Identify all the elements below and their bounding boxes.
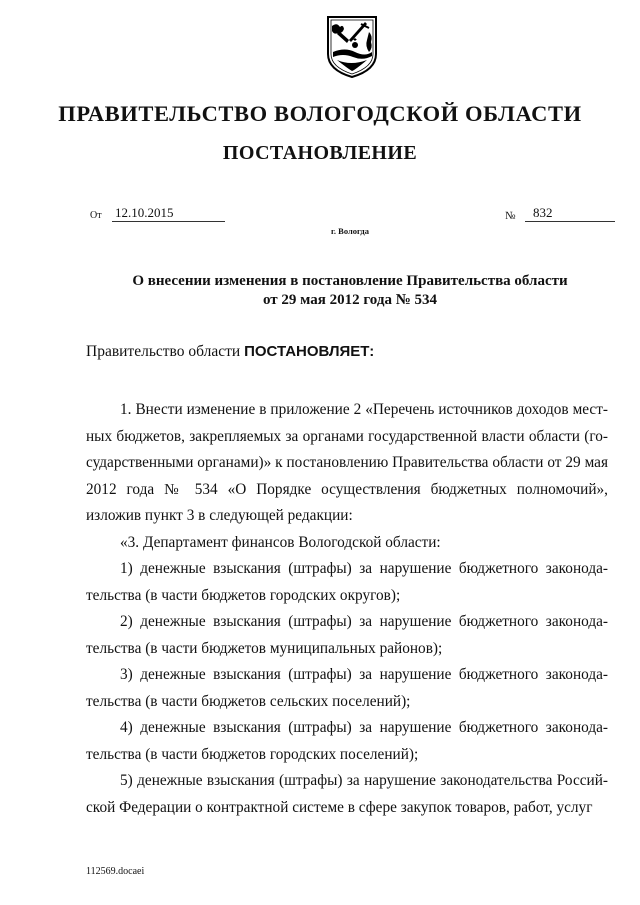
intro-text: Правительство области xyxy=(86,343,245,360)
intro-emphasis: ПОСТАНОВЛЯЕТ: xyxy=(244,343,375,360)
vologda-coat-of-arms-icon xyxy=(325,14,379,80)
city-label: г. Вологда xyxy=(331,226,369,236)
document-type-title: ПОСТАНОВЛЕНИЕ xyxy=(222,142,418,164)
file-name-footer: 112569.docaei xyxy=(86,866,145,877)
subject-line-1: О внесении изменения в постановление Правительства области xyxy=(132,273,568,289)
government-title: ПРАВИТЕЛЬСТВО ВОЛОГОДСКОЙ ОБЛАСТИ xyxy=(58,101,582,126)
decree-date: 12.10.2015 xyxy=(112,205,225,222)
paragraph-6: 4) денежные взыскания (штрафы) за нарушение бюджетного законода-тельства (в части бюджетов городских поселений); xyxy=(86,719,608,763)
decree-number: 832 xyxy=(525,205,615,222)
subject-line-2: от 29 мая 2012 года № 534 xyxy=(262,292,438,308)
decree-subject xyxy=(60,272,640,310)
paragraph-7: 5) денежные взыскания (штрафы) за нарушение законодательства Россий-ской Федерации о контрактной системе в сфере закупок товаров, работ, услуг xyxy=(86,772,608,816)
paragraph-1: 1. Внести изменение в приложение 2 «Перечень источников доходов мест-ных бюджетов, закрепляемых за органами государственной власти области (го-сударственными органами)» к постановлению Правительства области от 29 мая 2012 года № 534 «О Порядке осуществления бюджетных полномочий», изложив пункт 3 в следующей редакции: xyxy=(86,401,608,524)
number-prefix: № xyxy=(505,210,516,222)
intro-statement xyxy=(86,343,374,361)
date-prefix: От xyxy=(90,210,102,221)
paragraph-5: 3) денежные взыскания (штрафы) за нарушение бюджетного законода-тельства (в части бюджетов сельских поселений); xyxy=(86,666,608,710)
paragraph-2: «3. Департамент финансов Вологодской области: xyxy=(120,533,441,551)
paragraph-4: 2) денежные взыскания (штрафы) за нарушение бюджетного законода-тельства (в части бюджетов муниципальных районов); xyxy=(86,613,608,657)
decree-body xyxy=(86,397,608,821)
paragraph-3: 1) денежные взыскания (штрафы) за нарушение бюджетного законода-тельства (в части бюджетов городских округов); xyxy=(86,560,608,604)
